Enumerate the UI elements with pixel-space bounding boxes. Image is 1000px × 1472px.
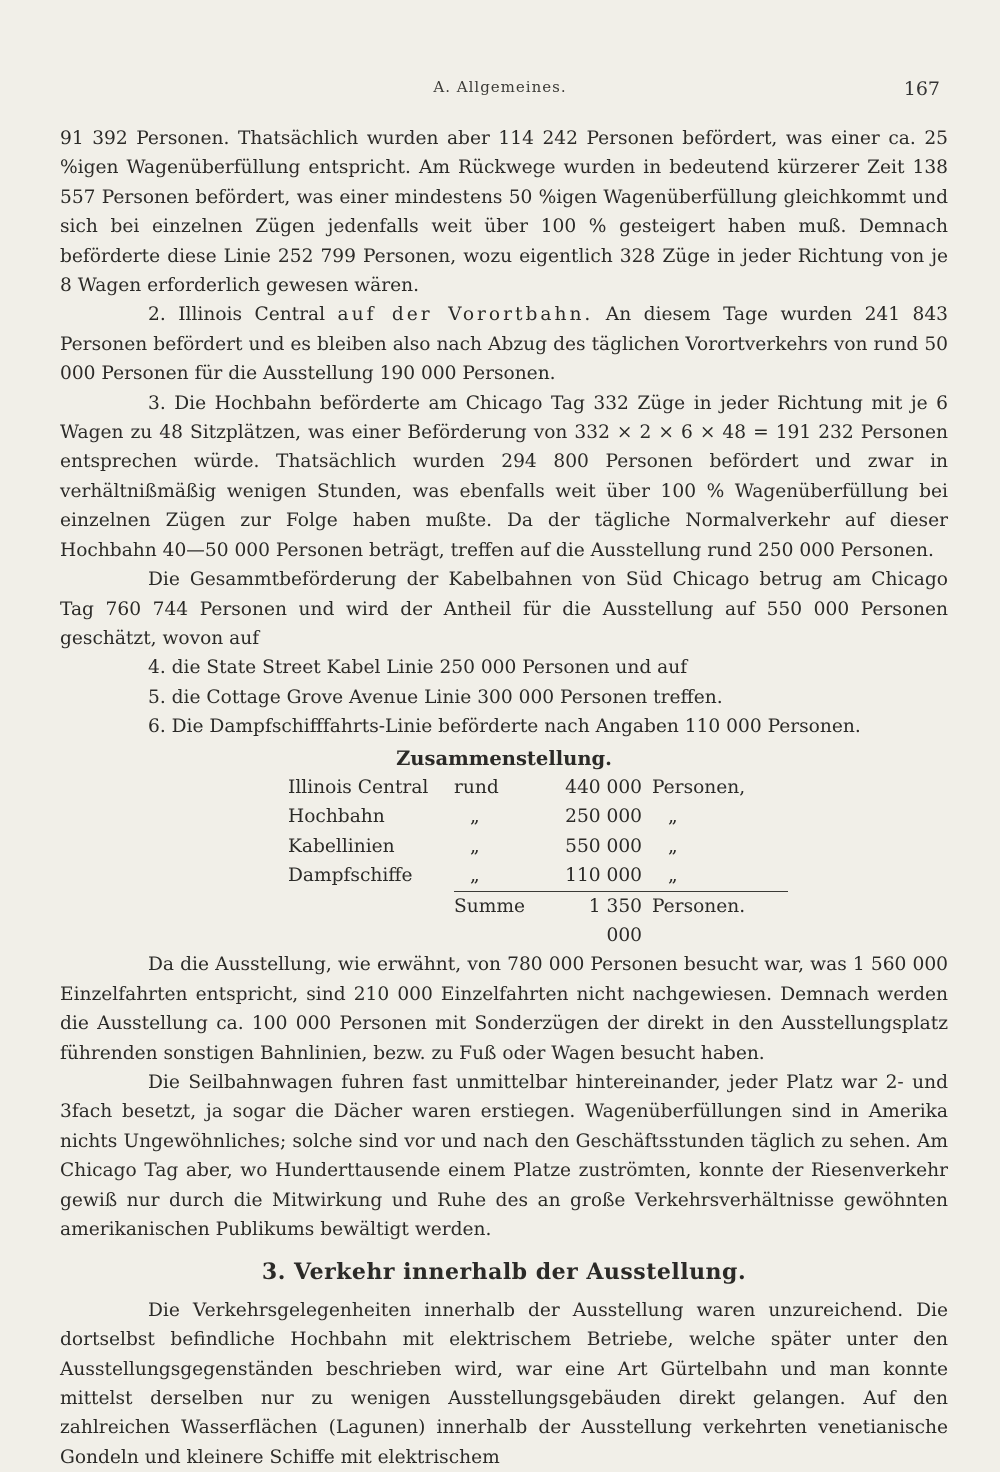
row-value: 250 000 bbox=[565, 806, 642, 828]
total-unit: Personen. bbox=[652, 891, 788, 950]
total-row bbox=[288, 891, 788, 950]
list-item-5: 5. die Cottage Grove Avenue Linie 300 000 Personen treffen. bbox=[148, 686, 723, 708]
row-unit: „ bbox=[668, 806, 678, 828]
row-label: Illinois Central bbox=[288, 776, 429, 798]
table-row bbox=[288, 861, 788, 891]
row-label: Dampfschiffe bbox=[288, 865, 413, 887]
list-item-3: 3. Die Hochbahn beförderte am Chicago Tag 332 Züge in jeder Richtung mit je 6 Wagen zu 48 Sitzplätzen, was einer Beförderung von 332 × 2 × 6 × 48 = 191 232 Personen entsprechen würde. Thatsächlich wurden 294 800 Personen befördert und zwar in verhältnißmäßig wenigen Stunden, was ebenfalls weit über 100 % Wagenüberfüllung bei einzelnen Zügen zur Folge haben mußte. Da der tägliche Normalverkehr auf dieser Hochbahn 40—50 000 Personen beträgt, treffen auf die Ausstellung rund 250 000 Personen. bbox=[60, 392, 948, 561]
page-header bbox=[60, 78, 940, 108]
row-unit: Personen, bbox=[652, 776, 746, 798]
summary-title: Zusammenstellung. bbox=[396, 746, 612, 770]
paragraph: Die Verkehrsgelegenheiten innerhalb der Ausstellung waren unzureichend. Die dortselbst befindliche Hochbahn mit elektrischem Betriebe, welche später unter den Ausstellungsgegenständen beschrieben wird, war eine Art Gürtelbahn und man konnte mittelst derselben nur zu wenigen Ausstellungsgebäuden direkt gelangen. Auf den zahlreichen Wasserflächen (Lagunen) innerhalb der Ausstellung verkehrten venetianische Gondeln und kleinere Schiffe mit elektrischem bbox=[60, 1299, 948, 1468]
spaced-emphasis: auf der Vorortbahn. bbox=[337, 304, 594, 326]
table-row bbox=[288, 802, 788, 831]
paragraph-cable: Die Gesammtbeförderung der Kabelbahnen von Süd Chicago betrug am Chicago Tag 760 744 Personen und wird der Antheil für die Ausstellung auf 550 000 Personen geschätzt, wovon auf bbox=[60, 569, 948, 649]
table-row bbox=[288, 773, 788, 802]
row-qualifier: „ bbox=[470, 865, 480, 887]
row-value: 440 000 bbox=[565, 776, 642, 798]
row-label: Hochbahn bbox=[288, 806, 385, 828]
item-text: An diesem Tage wurden 241 843 Personen befördert und es bleiben also nach Abzug des täglichen Vorortverkehrs von rund 50 000 Personen für die Ausstellung 190 000 Personen. bbox=[60, 304, 948, 385]
railway-name: Illinois Central bbox=[178, 304, 326, 326]
table-row bbox=[288, 832, 788, 861]
total-spacer bbox=[288, 891, 454, 950]
row-unit: „ bbox=[668, 865, 678, 887]
row-label: Kabellinien bbox=[288, 835, 395, 857]
list-item-6: 6. Die Dampfschifffahrts-Linie beförderte nach Angaben 110 000 Personen. bbox=[148, 716, 861, 738]
summary-table bbox=[288, 773, 788, 950]
row-qualifier: „ bbox=[470, 835, 480, 857]
total-label: Summe bbox=[454, 891, 554, 950]
row-value: 550 000 bbox=[565, 835, 642, 857]
running-head: A. Allgemeines. bbox=[433, 78, 567, 96]
list-item-2 bbox=[60, 300, 948, 388]
body-text bbox=[60, 124, 948, 1472]
item-number: 2. bbox=[148, 304, 166, 326]
row-qualifier: rund bbox=[454, 776, 499, 798]
row-value: 110 000 bbox=[565, 865, 642, 887]
page-number: 167 bbox=[903, 78, 940, 100]
row-qualifier: „ bbox=[470, 806, 480, 828]
paragraph: Die Seilbahnwagen fuhren fast unmittelbar hintereinander, jeder Platz war 2- und 3fach besetzt, ja sogar die Dächer waren erstiegen. Wagenüberfüllungen sind in Amerika nichts Ungewöhnliches; solche sind vor und nach den Geschäftsstunden täglich zu sehen. Am Chicago Tag aber, wo Hunderttausende einem Platze zuströmten, konnte der Riesenverkehr gewiß nur durch die Mitwirkung und Ruhe des an große Verkehrsverhältnisse gewöhnten amerikanischen Publikums bewältigt werden. bbox=[60, 1072, 948, 1241]
section-heading: 3. Verkehr innerhalb der Ausstellung. bbox=[261, 1259, 747, 1286]
paragraph: 91 392 Personen. Thatsächlich wurden aber 114 242 Personen befördert, was einer ca. 25 %igen Wagenüberfüllung entspricht. Am Rückwege wurden in bedeutend kürzerer Zeit 138 557 Personen befördert, was einer mindestens 50 %igen Wagenüberfüllung gleichkommt und sich bei einzelnen Zügen jedenfalls weit über 100 % gesteigert haben muß. Demnach beförderte diese Linie 252 799 Personen, wozu eigentlich 328 Züge in jeder Richtung von je 8 Wagen erforderlich gewesen wären. bbox=[60, 128, 948, 297]
list-item-4: 4. die State Street Kabel Linie 250 000 Personen und auf bbox=[148, 657, 688, 679]
total-value: 1 350 000 bbox=[554, 891, 652, 950]
row-unit: „ bbox=[668, 835, 678, 857]
paragraph: Da die Ausstellung, wie erwähnt, von 780 000 Personen besucht war, was 1 560 000 Einzelfahrten entspricht, sind 210 000 Einzelfahrten nicht nachgewiesen. Demnach werden die Ausstellung ca. 100 000 Personen mit Sonderzügen der direkt in den Ausstellungsplatz führenden sonstigen Bahnlinien, bezw. zu Fuß oder Wagen besucht haben. bbox=[60, 954, 948, 1064]
